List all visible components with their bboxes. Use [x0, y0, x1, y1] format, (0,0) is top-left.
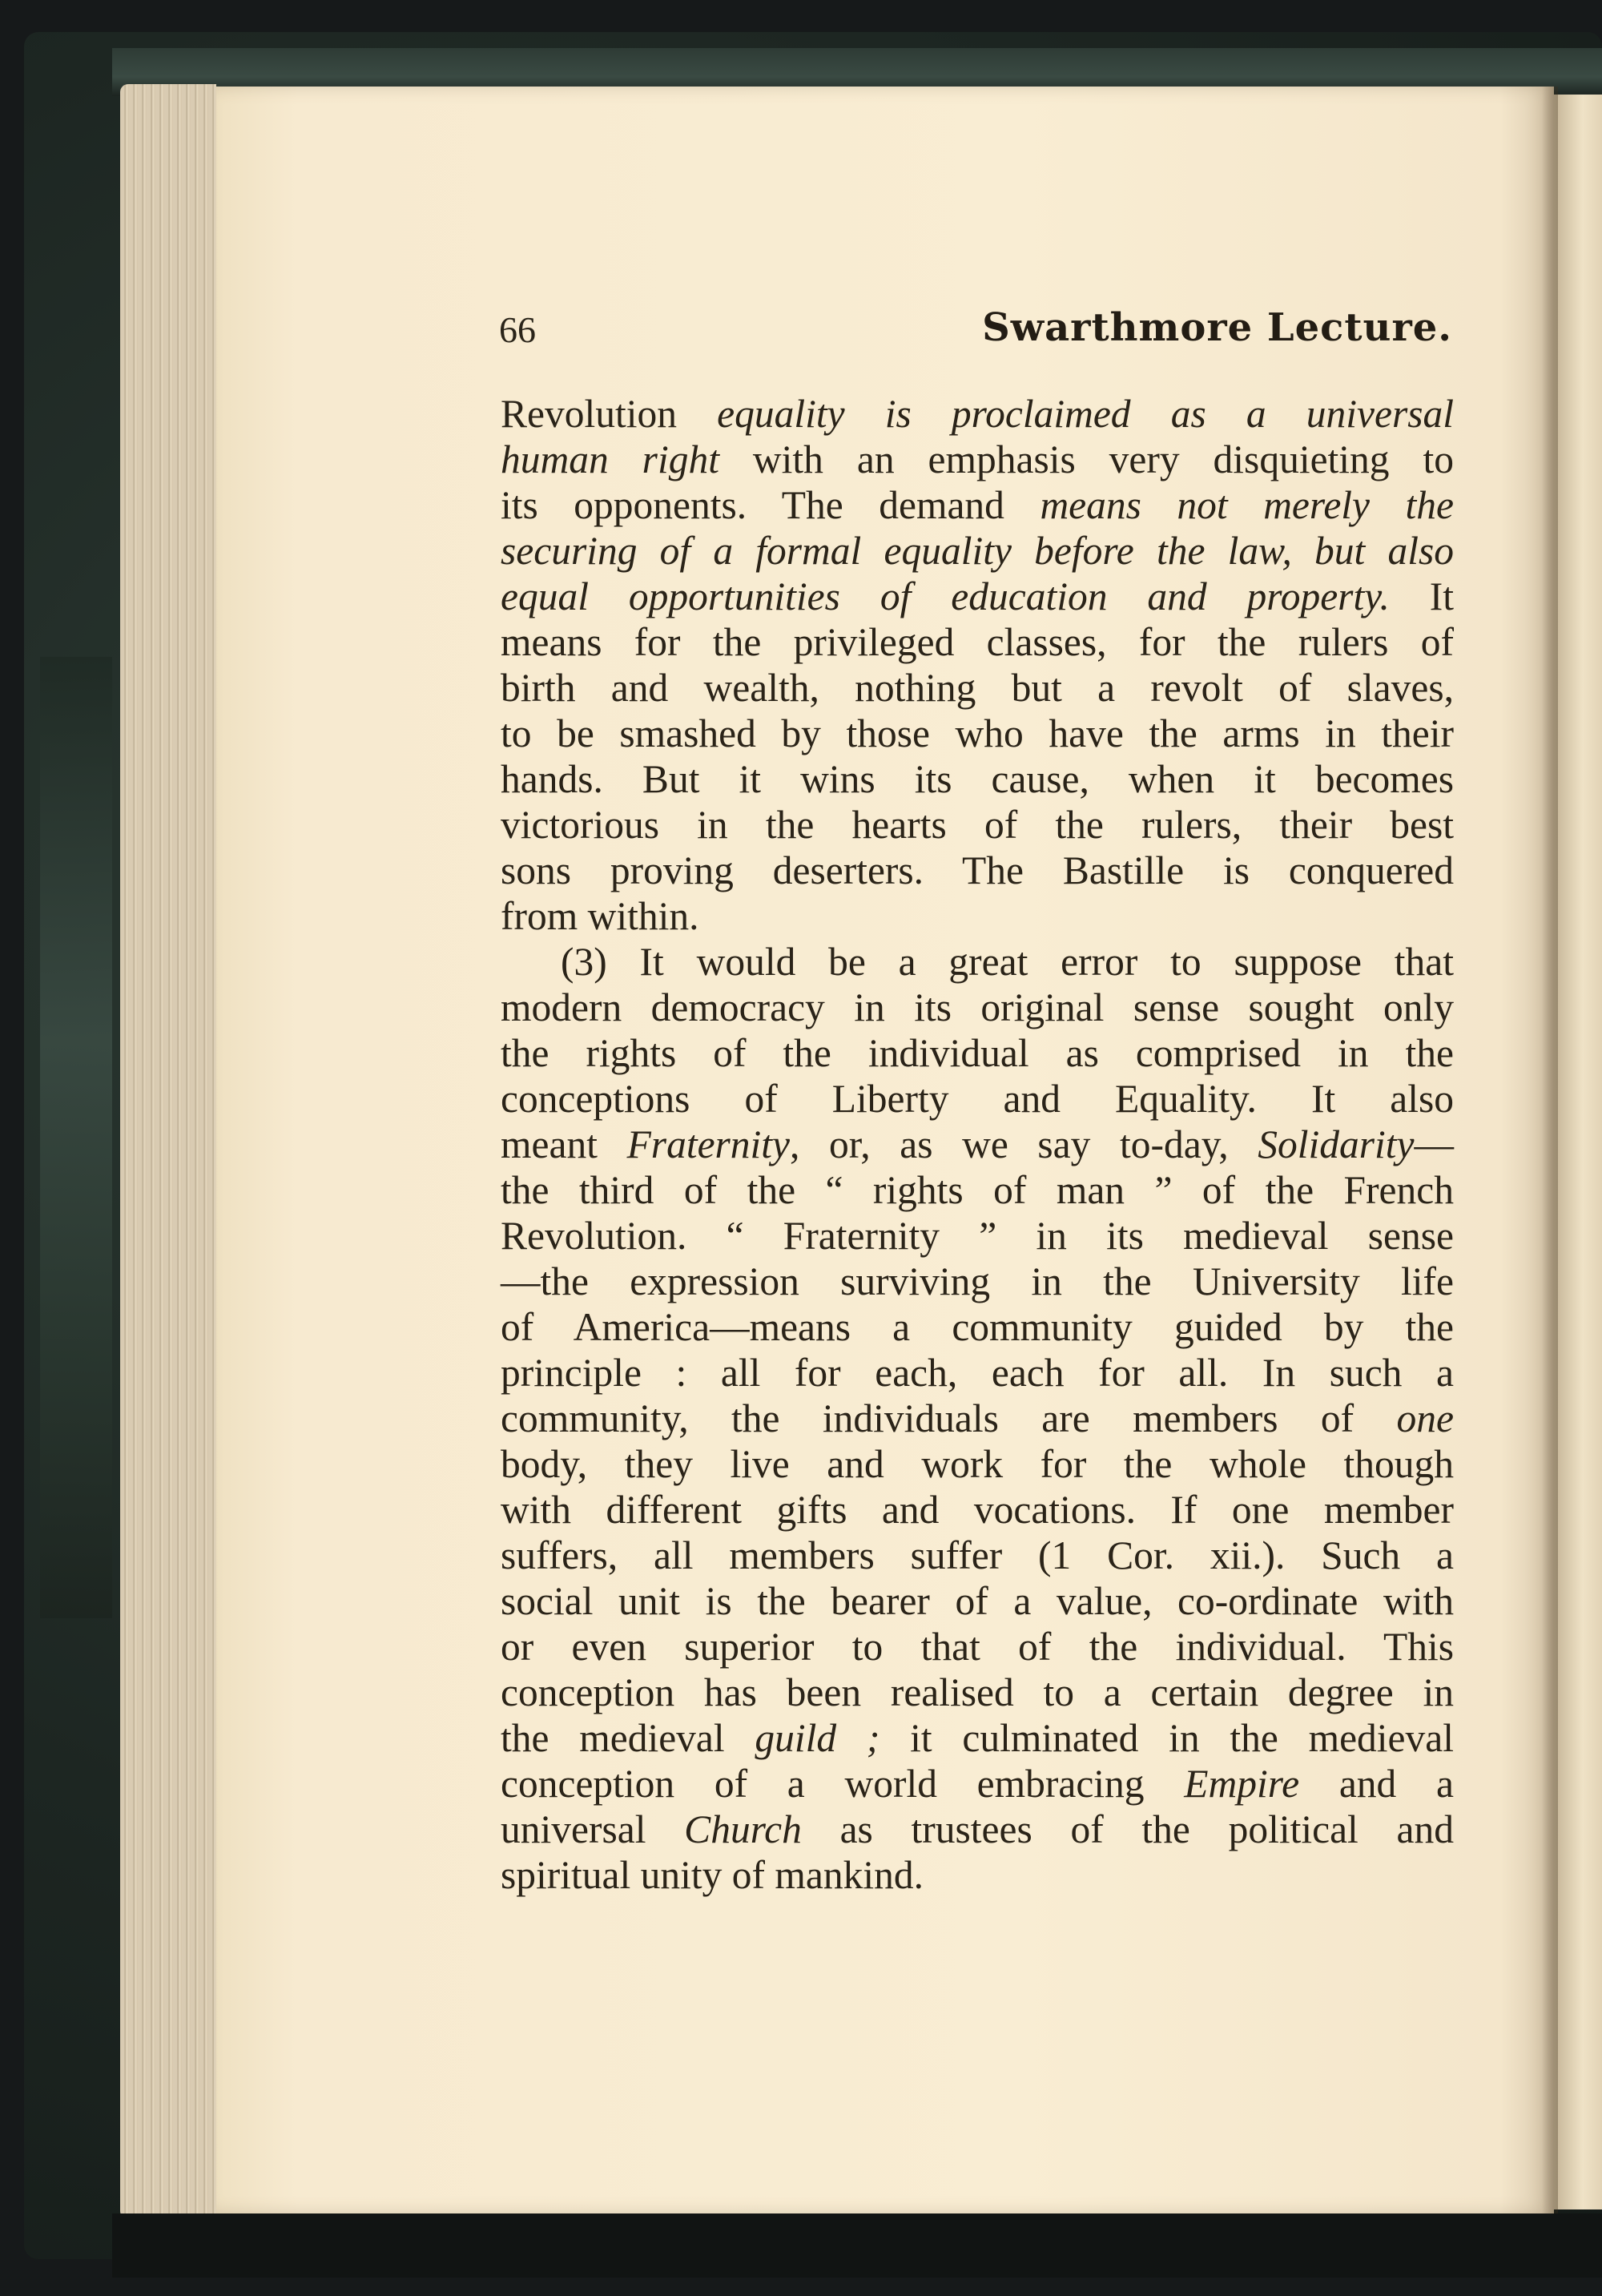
page-number: 66 [499, 309, 536, 350]
text-run: from within. [501, 894, 699, 938]
text-line [501, 1259, 1454, 1304]
text-line [501, 1624, 1454, 1670]
text-run: its opponents. The demand [501, 483, 1040, 527]
text-line [501, 848, 1454, 893]
text-line [501, 1441, 1454, 1487]
text-run: suffers, all members suffer (1 Cor. xii.). Such a [501, 1533, 1454, 1577]
text-line [501, 711, 1454, 756]
text-run: with an emphasis very disquieting to [718, 437, 1454, 481]
italic-text: Church [684, 1807, 802, 1851]
page-gutter-shadow [1542, 87, 1558, 2213]
text-run: community, the individuals are members of [501, 1396, 1397, 1440]
text-run: it culminated in the medieval [879, 1716, 1454, 1760]
text-run: —the expression surviving in the University life [501, 1259, 1454, 1303]
text-run: or even superior to that of the individual. This [501, 1625, 1454, 1669]
text-run: universal [501, 1807, 685, 1851]
text-run: of America—means a community guided by the [501, 1305, 1454, 1349]
body-text [501, 391, 1454, 1898]
text-line [501, 482, 1454, 528]
text-run: with different gifts and vocations. If one member [501, 1488, 1454, 1532]
text-run: conception has been realised to a certain degree in [501, 1670, 1454, 1714]
text-run: hands. But it wins its cause, when it becomes [501, 757, 1454, 801]
italic-text: means not merely the [1040, 483, 1455, 527]
text-line [501, 802, 1454, 848]
italic-text: securing of a formal equality before the law, but also [501, 529, 1454, 573]
text-run: victorious in the hearts of the rulers, their best [501, 803, 1454, 847]
facing-page-edge [1554, 95, 1602, 2209]
text-run: conception of a world embracing [501, 1762, 1185, 1806]
italic-text: one [1396, 1396, 1454, 1440]
text-run: (3) It would be a great error to suppose that [561, 940, 1454, 984]
italic-text: equal opportunities of education and property. [501, 574, 1390, 618]
text-run: the medieval [501, 1716, 755, 1760]
italic-text: guild ; [755, 1716, 880, 1760]
text-run: meant [501, 1122, 627, 1166]
text-line [501, 1761, 1454, 1807]
text-line [501, 1670, 1454, 1715]
text-line [501, 665, 1454, 711]
running-head: Swarthmore Lecture. [982, 305, 1452, 350]
text-run: It [1389, 574, 1454, 618]
text-run: , or, as we say to-day, [790, 1122, 1258, 1166]
italic-text: human right [501, 437, 719, 481]
text-line [501, 528, 1454, 574]
text-run: Revolution. “ Fraternity ” in its medieval sense [501, 1214, 1454, 1258]
text-line [501, 574, 1454, 619]
text-line [501, 1807, 1454, 1852]
text-line [501, 1396, 1454, 1441]
text-line [501, 985, 1454, 1030]
text-run: and a [1299, 1762, 1454, 1806]
text-run: modern democracy in its original sense sought only [501, 985, 1454, 1029]
text-line [501, 1030, 1454, 1076]
text-line [501, 893, 1454, 939]
text-line [501, 391, 1454, 437]
text-line [501, 1167, 1454, 1213]
text-line [501, 939, 1454, 985]
text-run: social unit is the bearer of a value, co-ordinate with [501, 1579, 1454, 1623]
text-run: Revolution [501, 392, 718, 436]
text-run: principle : all for each, each for all. In such a [501, 1351, 1454, 1395]
text-run: to be smashed by those who have the arms in their [501, 711, 1454, 755]
text-run: the rights of the individual as comprised in the [501, 1031, 1454, 1075]
text-line [501, 1715, 1454, 1761]
text-line [501, 1350, 1454, 1396]
text-line [501, 619, 1454, 665]
text-line [501, 1487, 1454, 1533]
text-run: body, they live and work for the whole though [501, 1442, 1454, 1486]
text-run: means for the privileged classes, for the rulers of [501, 620, 1454, 664]
text-run: — [1414, 1122, 1454, 1166]
text-run: conceptions of Liberty and Equality. It also [501, 1077, 1454, 1121]
text-run: the third of the “ rights of man ” of the French [501, 1168, 1454, 1212]
italic-text: equality is proclaimed as a universal [717, 392, 1454, 436]
text-line [501, 1076, 1454, 1122]
text-line [501, 1304, 1454, 1350]
text-line [501, 1852, 1454, 1898]
text-run: sons proving deserters. The Bastille is conquered [501, 848, 1454, 892]
page-header [499, 305, 1452, 365]
cover-binding [40, 657, 112, 1618]
italic-text: Empire [1184, 1762, 1300, 1806]
book-bottom-edge [112, 2213, 1602, 2278]
text-line [501, 1213, 1454, 1259]
text-run: birth and wealth, nothing but a revolt of slaves, [501, 666, 1454, 710]
text-run: as trustees of the political and [801, 1807, 1454, 1851]
text-line [501, 1122, 1454, 1167]
text-line [501, 1533, 1454, 1578]
text-line [501, 756, 1454, 802]
page-stack-edge [120, 84, 216, 2219]
text-line [501, 437, 1454, 482]
italic-text: Solidarity [1258, 1122, 1415, 1166]
text-line [501, 1578, 1454, 1624]
italic-text: Fraternity [626, 1122, 791, 1166]
text-run: spiritual unity of mankind. [501, 1853, 924, 1897]
